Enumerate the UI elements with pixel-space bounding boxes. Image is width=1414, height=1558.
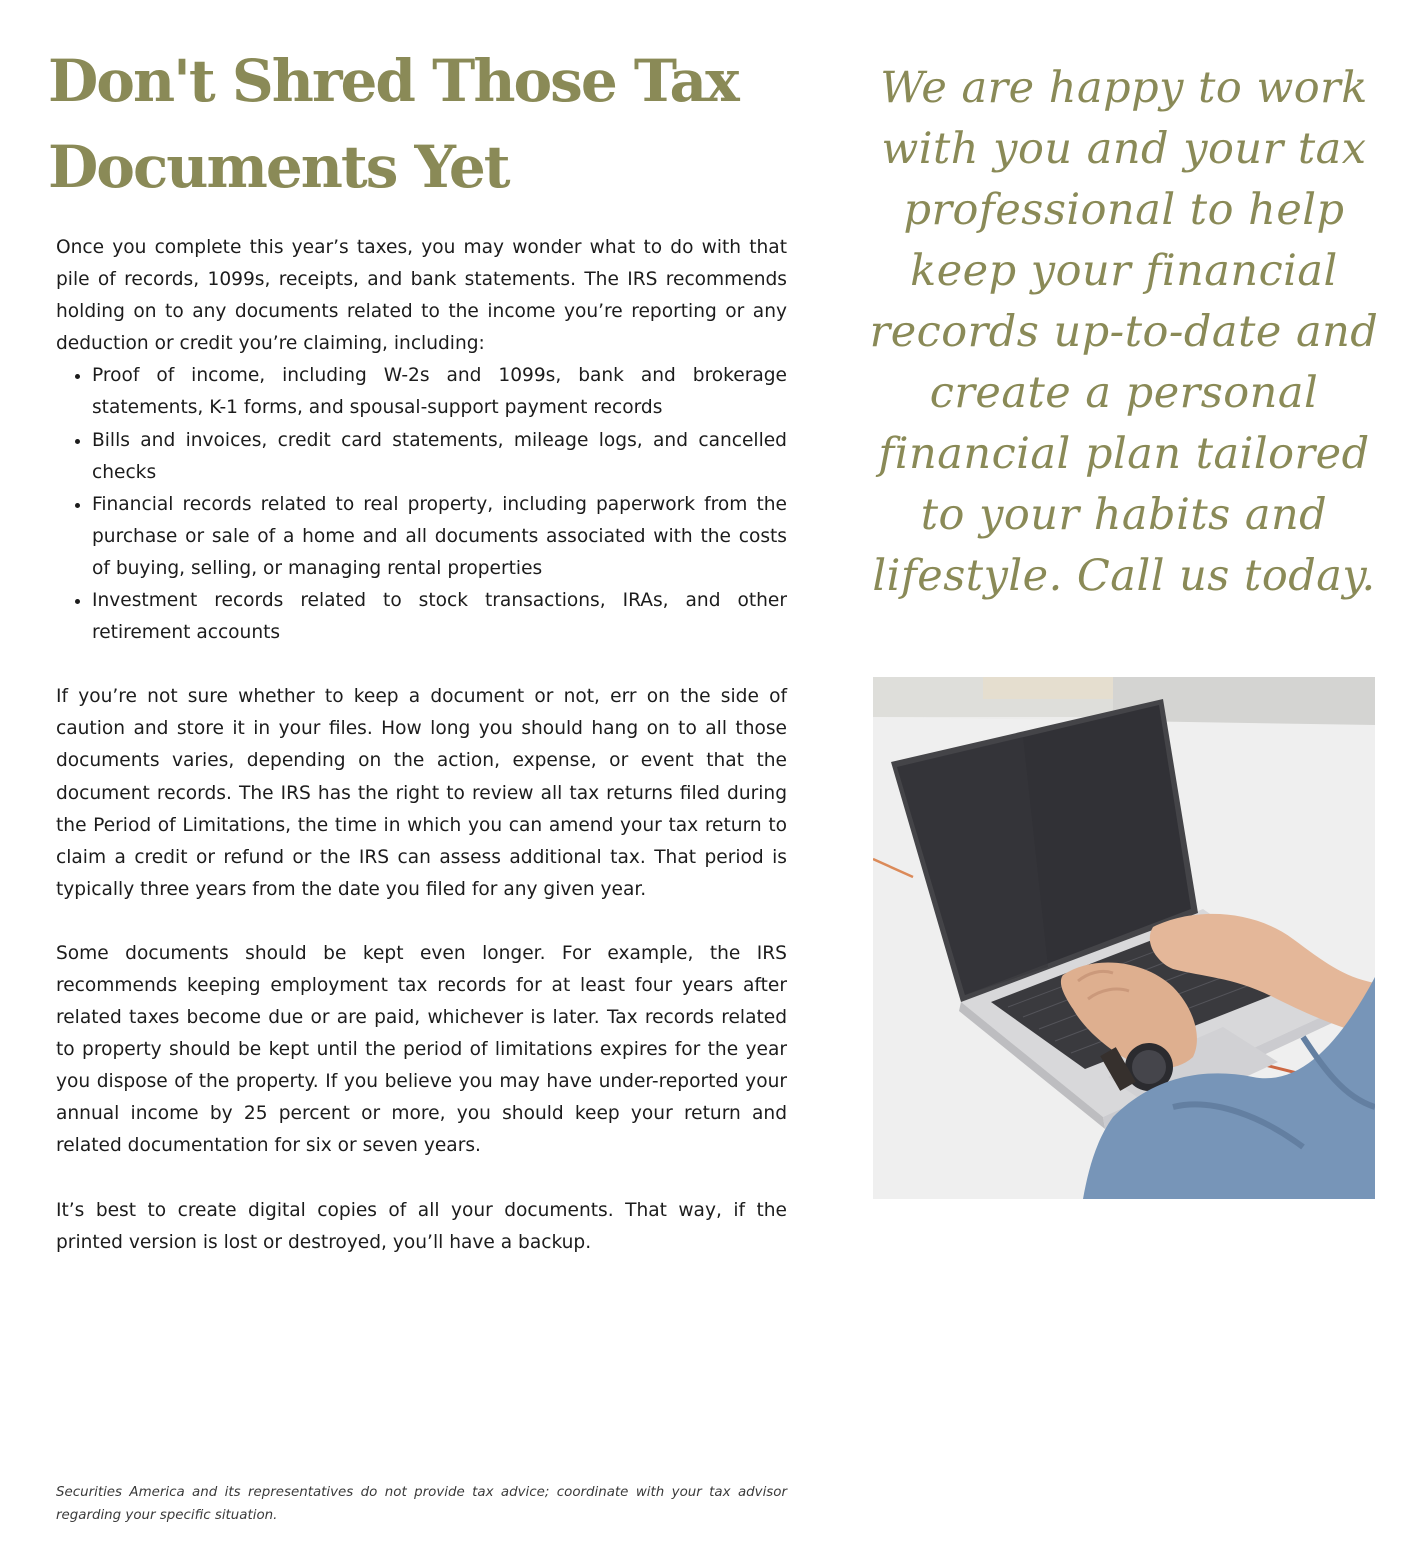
list-item: • Investment records related to stock transactions, IRAs, and other retirement accounts	[92, 585, 787, 649]
article-body	[56, 232, 787, 1259]
pull-quote: We are happy to work with you and your tax professional to help keep your financial records up-to-date and create a personal financial plan tailored to your habits and lifestyle. Call us today.	[869, 63, 1379, 601]
longer-retention-paragraph: Some documents should be kept even longer. For example, the IRS recommends keeping employment tax records for at least four years after related taxes become due or are paid, whichever is later. Tax records related to property should be kept until the period of limitations expires for the year you dispose of the property. If you believe you may have under-reported your annual income by 25 percent or more, you should keep your return and related documentation for six or seven years.	[56, 942, 787, 1157]
list-item: • Proof of income, including W-2s and 1099s, bank and brokerage statements, K-1 forms, and spousal-support payment records	[92, 360, 787, 424]
retention-paragraph: If you’re not sure whether to keep a document or not, err on the side of caution and store it in your files. How long you should hang on to all those documents varies, depending on the action, expense, or event that the document records. The IRS has the right to review all tax returns filed during the Period of Limitations, the time in which you can amend your tax return to claim a credit or refund or the IRS can assess additional tax. That period is typically three years from the date you filed for any given year.	[56, 686, 787, 900]
article-title: Don't Shred Those Tax Documents Yet	[48, 47, 738, 201]
disclaimer: Securities America and its representatives do not provide tax advice; coordinate with your tax advisor regarding your specific situation.	[56, 1485, 787, 1523]
intro-paragraph: Once you complete this year’s taxes, you may wonder what to do with that pile of records, 1099s, receipts, and bank statements. The IRS recommends holding on to any documents related to the income you’re reporting or any deduction or credit you’re claiming, including:	[56, 237, 787, 355]
laptop-photo	[873, 677, 1375, 1199]
list-item: • Financial records related to real property, including paperwork from the purchase or sale of a home and all documents associated with the costs of buying, selling, or managing rental properties	[92, 489, 787, 585]
document-list	[56, 360, 787, 649]
list-item: • Bills and invoices, credit card statements, mileage logs, and cancelled checks	[92, 425, 787, 489]
digital-copies-paragraph: It’s best to create digital copies of all your documents. That way, if the printed version is lost or destroyed, you’ll have a backup.	[56, 1199, 787, 1253]
